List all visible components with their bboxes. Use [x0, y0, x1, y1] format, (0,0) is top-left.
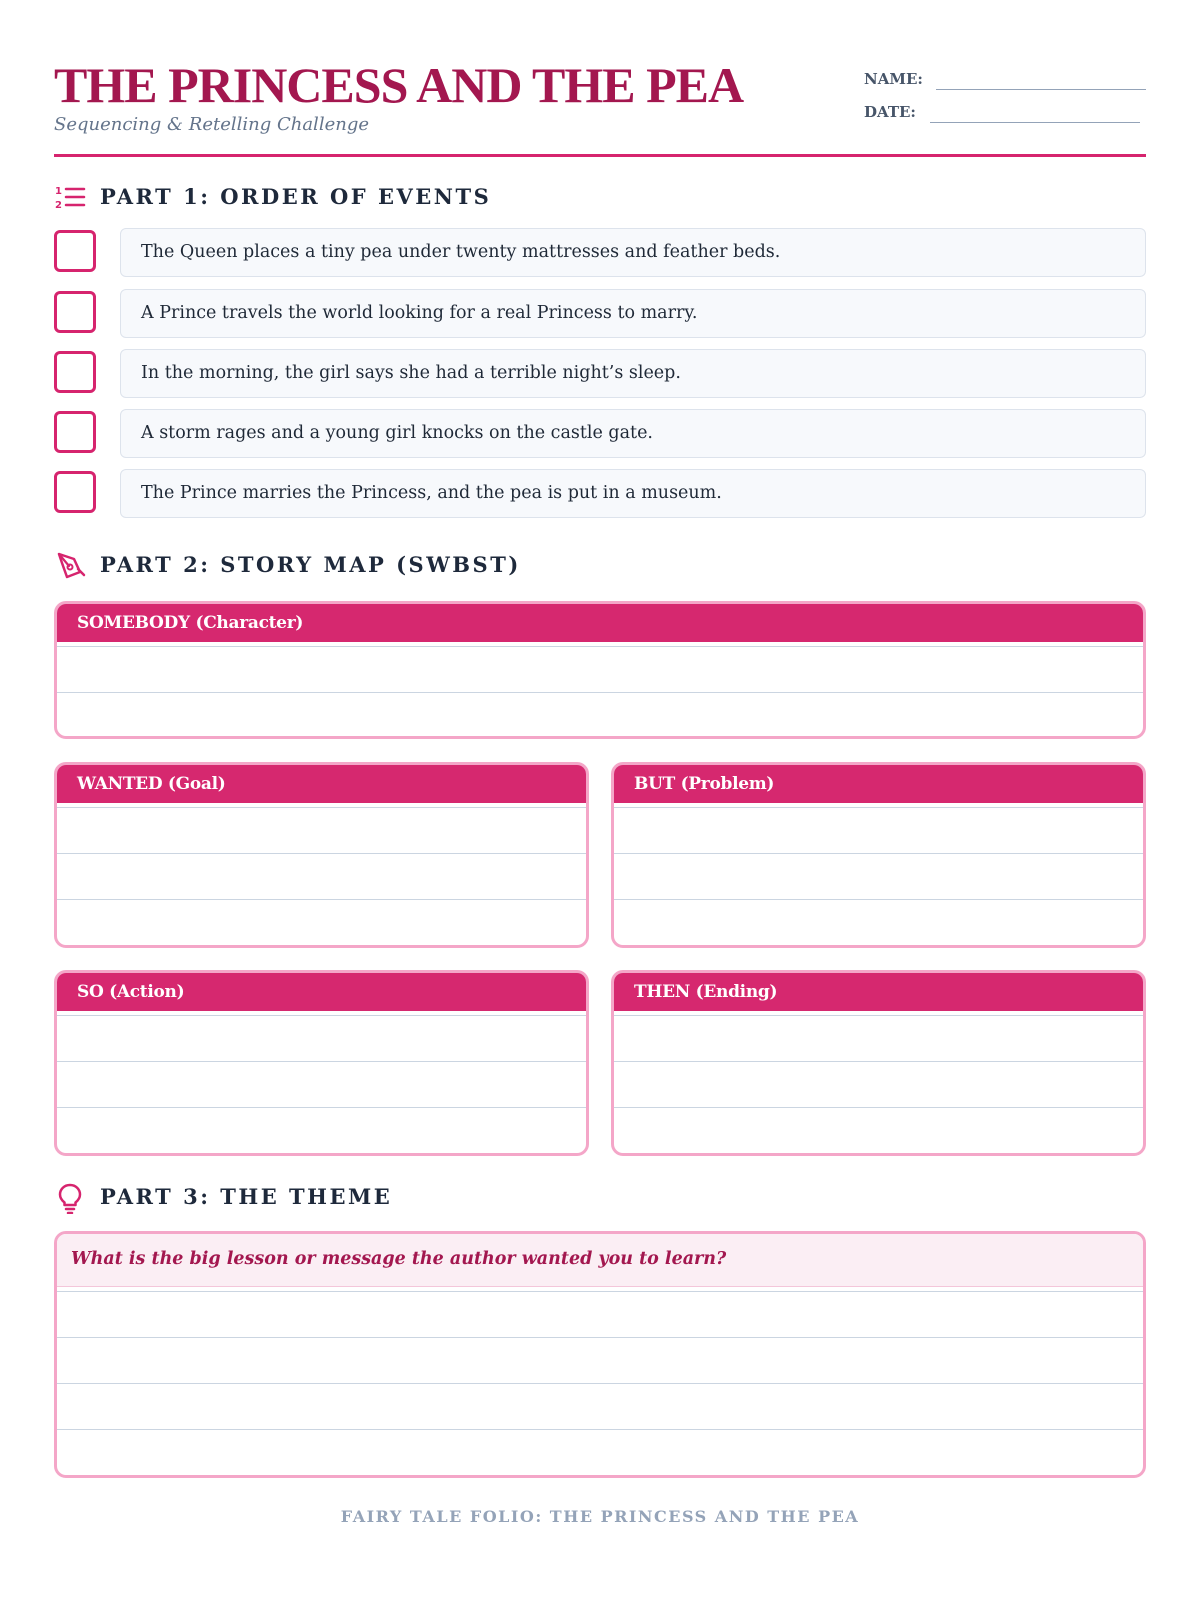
so-panel — [54, 970, 589, 1156]
answer-line[interactable] — [614, 899, 1143, 945]
answer-line[interactable] — [57, 692, 1143, 738]
worksheet-header — [54, 56, 1146, 156]
event-order-box[interactable] — [54, 291, 96, 333]
theme-prompt: What is the big lesson or message the author wanted you to learn? — [57, 1234, 1143, 1287]
event-row — [54, 228, 1146, 278]
answer-line[interactable] — [57, 1291, 1143, 1337]
answer-line[interactable] — [57, 1061, 586, 1107]
so-header: SO (Action) — [57, 973, 586, 1011]
theme-panel — [54, 1231, 1146, 1478]
svg-text:2: 2 — [55, 200, 62, 211]
answer-line[interactable] — [614, 807, 1143, 853]
date-label: DATE: — [864, 103, 916, 121]
pen-tool-icon — [54, 550, 86, 580]
event-card — [120, 409, 1146, 458]
event-text: A Prince travels the world looking for a real Princess to marry. — [141, 303, 698, 323]
event-text: In the morning, the girl says she had a terrible night’s sleep. — [141, 363, 681, 383]
name-field — [864, 66, 1146, 90]
part3-heading — [54, 1180, 1146, 1212]
answer-line[interactable] — [57, 1015, 586, 1061]
answer-line[interactable] — [614, 1107, 1143, 1153]
numbered-list-icon — [54, 182, 86, 212]
answer-line[interactable] — [57, 1383, 1143, 1429]
event-card — [120, 289, 1146, 338]
then-header: THEN (Ending) — [614, 973, 1143, 1011]
page-subtitle: Sequencing & Retelling Challenge — [54, 114, 369, 135]
event-row — [54, 469, 1146, 519]
header-divider — [54, 154, 1146, 157]
answer-line[interactable] — [614, 853, 1143, 899]
event-text: A storm rages and a young girl knocks on the castle gate. — [141, 423, 653, 443]
somebody-panel — [54, 601, 1146, 739]
wanted-panel — [54, 762, 589, 948]
part3-title: PART 3: THE THEME — [100, 1184, 393, 1209]
event-row — [54, 409, 1146, 459]
svg-text:1: 1 — [55, 186, 62, 197]
name-label: NAME: — [864, 70, 923, 88]
but-header: BUT (Problem) — [614, 765, 1143, 803]
name-input-line[interactable] — [936, 89, 1146, 90]
answer-line[interactable] — [57, 899, 586, 945]
event-order-box[interactable] — [54, 230, 96, 272]
event-order-box[interactable] — [54, 471, 96, 513]
then-panel — [611, 970, 1146, 1156]
event-row — [54, 349, 1146, 399]
page-title: THE PRINCESS AND THE PEA — [54, 57, 744, 113]
event-row — [54, 289, 1146, 339]
event-card — [120, 228, 1146, 277]
part1-heading — [54, 180, 1146, 212]
answer-line[interactable] — [57, 853, 586, 899]
answer-line[interactable] — [614, 1061, 1143, 1107]
wanted-header: WANTED (Goal) — [57, 765, 586, 803]
answer-line[interactable] — [57, 807, 586, 853]
answer-line[interactable] — [57, 1107, 586, 1153]
date-field — [864, 99, 1146, 123]
event-card — [120, 349, 1146, 398]
event-text: The Prince marries the Princess, and the pea is put in a museum. — [141, 483, 722, 503]
answer-line[interactable] — [57, 1337, 1143, 1383]
event-order-box[interactable] — [54, 351, 96, 393]
event-text: The Queen places a tiny pea under twenty mattresses and feather beds. — [141, 242, 781, 262]
event-order-box[interactable] — [54, 411, 96, 453]
page-footer: FAIRY TALE FOLIO: THE PRINCESS AND THE PEA — [340, 1507, 860, 1526]
somebody-header: SOMEBODY (Character) — [57, 604, 1143, 642]
event-card — [120, 469, 1146, 518]
answer-line[interactable] — [614, 1015, 1143, 1061]
answer-line[interactable] — [57, 1429, 1143, 1475]
lightbulb-icon — [54, 1182, 86, 1212]
answer-line[interactable] — [57, 646, 1143, 692]
part2-title: PART 2: STORY MAP (SWBST) — [100, 552, 521, 577]
date-input-line[interactable] — [930, 122, 1140, 123]
but-panel — [611, 762, 1146, 948]
part1-title: PART 1: ORDER OF EVENTS — [100, 184, 492, 209]
part2-heading — [54, 548, 1146, 580]
